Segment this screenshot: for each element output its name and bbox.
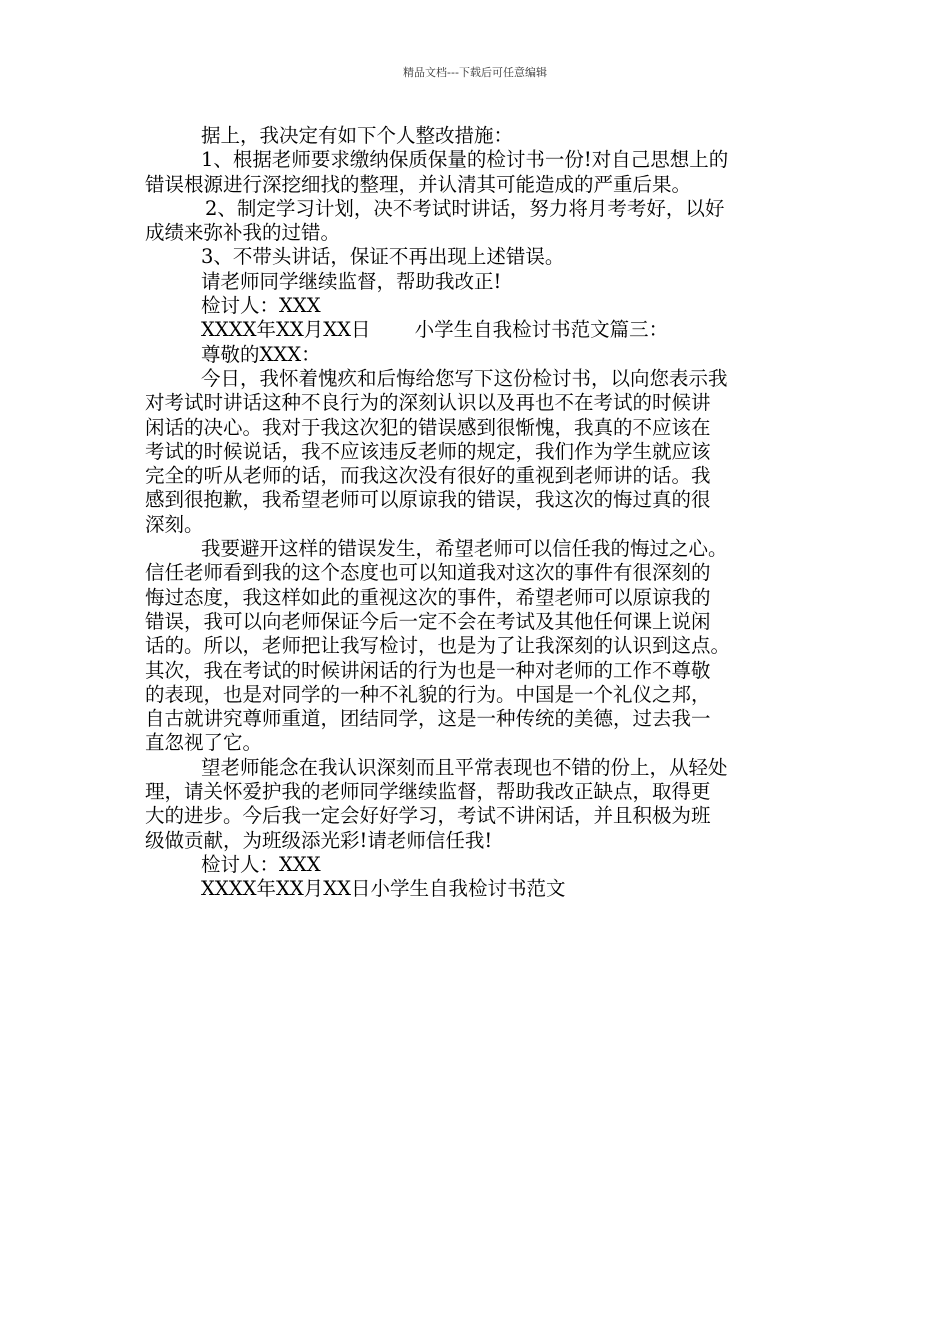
paragraph-line: 闲话的决心。我对于我这次犯的错误感到很惭愧，我真的不应该在 bbox=[145, 415, 711, 439]
section-title: 小学生自我检讨书范文篇三： bbox=[414, 318, 669, 342]
paragraph-line: 对考试时讲话这种不良行为的深刻认识以及再也不在考试的时候讲 bbox=[145, 391, 711, 415]
paragraph-line: 1、根据老师要求缴纳保质保量的检讨书一份!对自己思想上的 bbox=[201, 148, 729, 172]
paragraph-line: 请老师同学继续监督，帮助我改正! bbox=[201, 269, 502, 293]
paragraph-line: 理，请关怀爱护我的老师同学继续监督，帮助我改正缺点，取得更 bbox=[145, 780, 711, 804]
paragraph-line: 大的进步。今后我一定会好好学习，考试不讲闲话，并且积极为班 bbox=[145, 804, 711, 828]
document-body bbox=[145, 124, 810, 902]
paragraph-line: 3、不带头讲话，保证不再出现上述错误。 bbox=[201, 245, 565, 269]
paragraph-line: 直忽视了它。 bbox=[145, 731, 263, 755]
date-line: XXXX年XX月XX日小学生自我检讨书范文 bbox=[201, 877, 566, 901]
paragraph-line: 深刻。 bbox=[145, 512, 204, 536]
paragraph-line: 自古就讲究尊师重道，团结同学，这是一种传统的美德，过去我一 bbox=[145, 707, 711, 731]
paragraph-line: 感到很抱歉，我希望老师可以原谅我的错误，我这次的悔过真的很 bbox=[145, 488, 711, 512]
paragraph-line: 2、制定学习计划，决不考试时讲话，努力将月考考好，以好 bbox=[205, 196, 725, 220]
page-header: 精品文档---下载后可任意编辑 bbox=[403, 66, 547, 79]
paragraph-line: 我要避开这样的错误发生，希望老师可以信任我的悔过之心。 bbox=[201, 537, 728, 561]
signature-line: 检讨人：XXX bbox=[201, 294, 321, 318]
paragraph-line: 级做贡献，为班级添光彩!请老师信任我! bbox=[145, 828, 493, 852]
paragraph-line: 错误，我可以向老师保证今后一定不会在考试及其他任何课上说闲 bbox=[145, 609, 711, 633]
paragraph-line: 完全的听从老师的话，而我这次没有很好的重视到老师讲的话。我 bbox=[145, 464, 711, 488]
salutation-line: 尊敬的XXX： bbox=[201, 342, 321, 366]
paragraph-line: 的表现，也是对同学的一种不礼貌的行为。中国是一个礼仪之邦， bbox=[145, 682, 711, 706]
signature-line: 检讨人：XXX bbox=[201, 852, 321, 876]
paragraph-line: 其次，我在考试的时候讲闲话的行为也是一种对老师的工作不尊敬 bbox=[145, 658, 711, 682]
paragraph-line: 错误根源进行深挖细找的整理，并认清其可能造成的严重后果。 bbox=[145, 172, 692, 196]
paragraph-line: 信任老师看到我的这个态度也可以知道我对这次的事件有很深刻的 bbox=[145, 561, 711, 585]
paragraph-line: 望老师能念在我认识深刻而且平常表现也不错的份上，从轻处 bbox=[201, 755, 728, 779]
paragraph-line: 成绩来弥补我的过错。 bbox=[145, 221, 341, 245]
paragraph-line: 考试的时候说话，我不应该违反老师的规定，我们作为学生就应该 bbox=[145, 439, 711, 463]
paragraph-line: 今日，我怀着愧疚和后悔给您写下这份检讨书，以向您表示我 bbox=[201, 366, 728, 390]
paragraph-line: 悔过态度，我这样如此的重视这次的事件，希望老师可以原谅我的 bbox=[145, 585, 711, 609]
paragraph-line: 据上，我决定有如下个人整改措施： bbox=[201, 124, 514, 147]
date-text: XXXX年XX月XX日 bbox=[201, 318, 371, 342]
date-title-line bbox=[145, 318, 810, 342]
paragraph-line: 话的。所以，老师把让我写检讨，也是为了让我深刻的认识到这点。 bbox=[145, 634, 731, 658]
